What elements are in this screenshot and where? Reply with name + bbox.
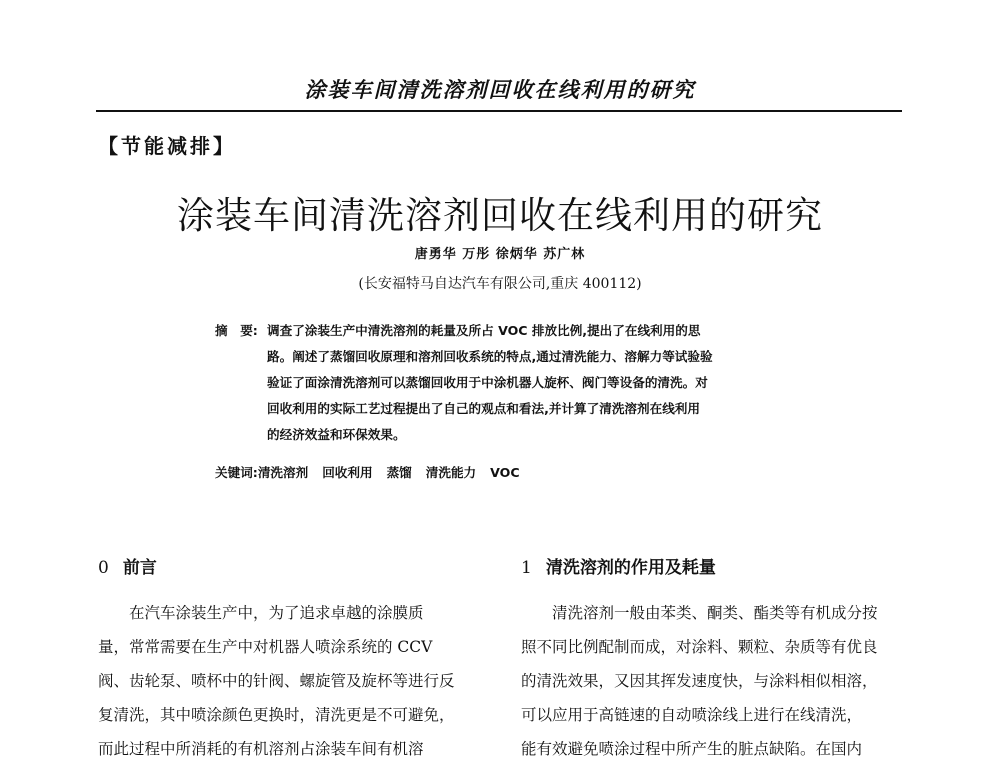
abstract-line: 的经济效益和环保效果。 [267, 427, 406, 442]
solvent-paragraph [521, 596, 921, 766]
body-line: 阀、齿轮泵、喷杯中的针阀、螺旋管及旋杯等进行反 [98, 672, 455, 690]
abstract-body [267, 318, 795, 448]
body-line: 的清洗效果，又因其挥发速度快，与涂料相似相溶， [521, 672, 878, 690]
keyword: VOC [490, 465, 520, 480]
keyword: 蒸馏 [386, 465, 412, 480]
body-line: 而此过程中所消耗的有机溶剂占涂装车间有机溶 [98, 740, 424, 758]
keyword: 清洗溶剂 [257, 465, 309, 480]
intro-paragraph [98, 596, 498, 766]
body-line: 能有效避免喷涂过程中所产生的脏点缺陷。在国内 [521, 740, 863, 758]
body-line: 量，常常需要在生产中对机器人喷涂系统的 CCV [98, 638, 433, 656]
section-number: 0 [98, 558, 109, 578]
abstract [215, 318, 795, 448]
section-heading-solvent [521, 553, 716, 578]
abstract-label: 摘 要: [215, 323, 258, 338]
paper-title: 涂装车间清洗溶剂回收在线利用的研究 [177, 193, 823, 237]
body-line: 可以应用于高链速的自动喷涂线上进行在线清洗， [521, 706, 863, 724]
body-line: 在汽车涂装生产中，为了追求卓越的涂膜质 [129, 604, 424, 622]
affiliation: (长安福特马自达汽车有限公司,重庆 400112) [358, 276, 642, 292]
column-tag: 【节能减排】 [98, 134, 236, 158]
body-line: 照不同比例配制而成，对涂料、颗粒、杂质等有优良 [521, 638, 878, 656]
abstract-line: 回收利用的实际工艺过程提出了自己的观点和看法,并计算了清洗溶剂在线利用 [267, 401, 700, 416]
section-number: 1 [521, 558, 532, 578]
header-rule [96, 110, 902, 112]
body-line: 复清洗，其中喷涂颜色更换时，清洗更是不可避免， [98, 706, 455, 724]
running-header: 涂装车间清洗溶剂回收在线利用的研究 [304, 77, 696, 102]
authors: 唐勇华 万彤 徐炳华 苏广林 [414, 247, 586, 262]
section-title: 清洗溶剂的作用及耗量 [545, 558, 716, 578]
section-heading-intro [98, 553, 157, 578]
abstract-line: 调查了涂装生产中清洗溶剂的耗量及所占 VOC 排放比例,提出了在线利用的思 [267, 323, 701, 338]
keywords [215, 462, 534, 481]
keywords-label: 关键词: [215, 465, 258, 480]
keyword: 回收利用 [322, 465, 373, 480]
abstract-line: 验证了面涂清洗溶剂可以蒸馏回收用于中涂机器人旋杯、阀门等设备的清洗。对 [267, 375, 708, 390]
abstract-line: 路。阐述了蒸馏回收原理和溶剂回收系统的特点,通过清洗能力、溶解力等试验验 [267, 349, 713, 364]
keyword: 清洗能力 [425, 465, 477, 480]
body-line: 清洗溶剂一般由苯类、酮类、酯类等有机成分按 [552, 604, 878, 622]
section-title: 前言 [122, 558, 157, 578]
